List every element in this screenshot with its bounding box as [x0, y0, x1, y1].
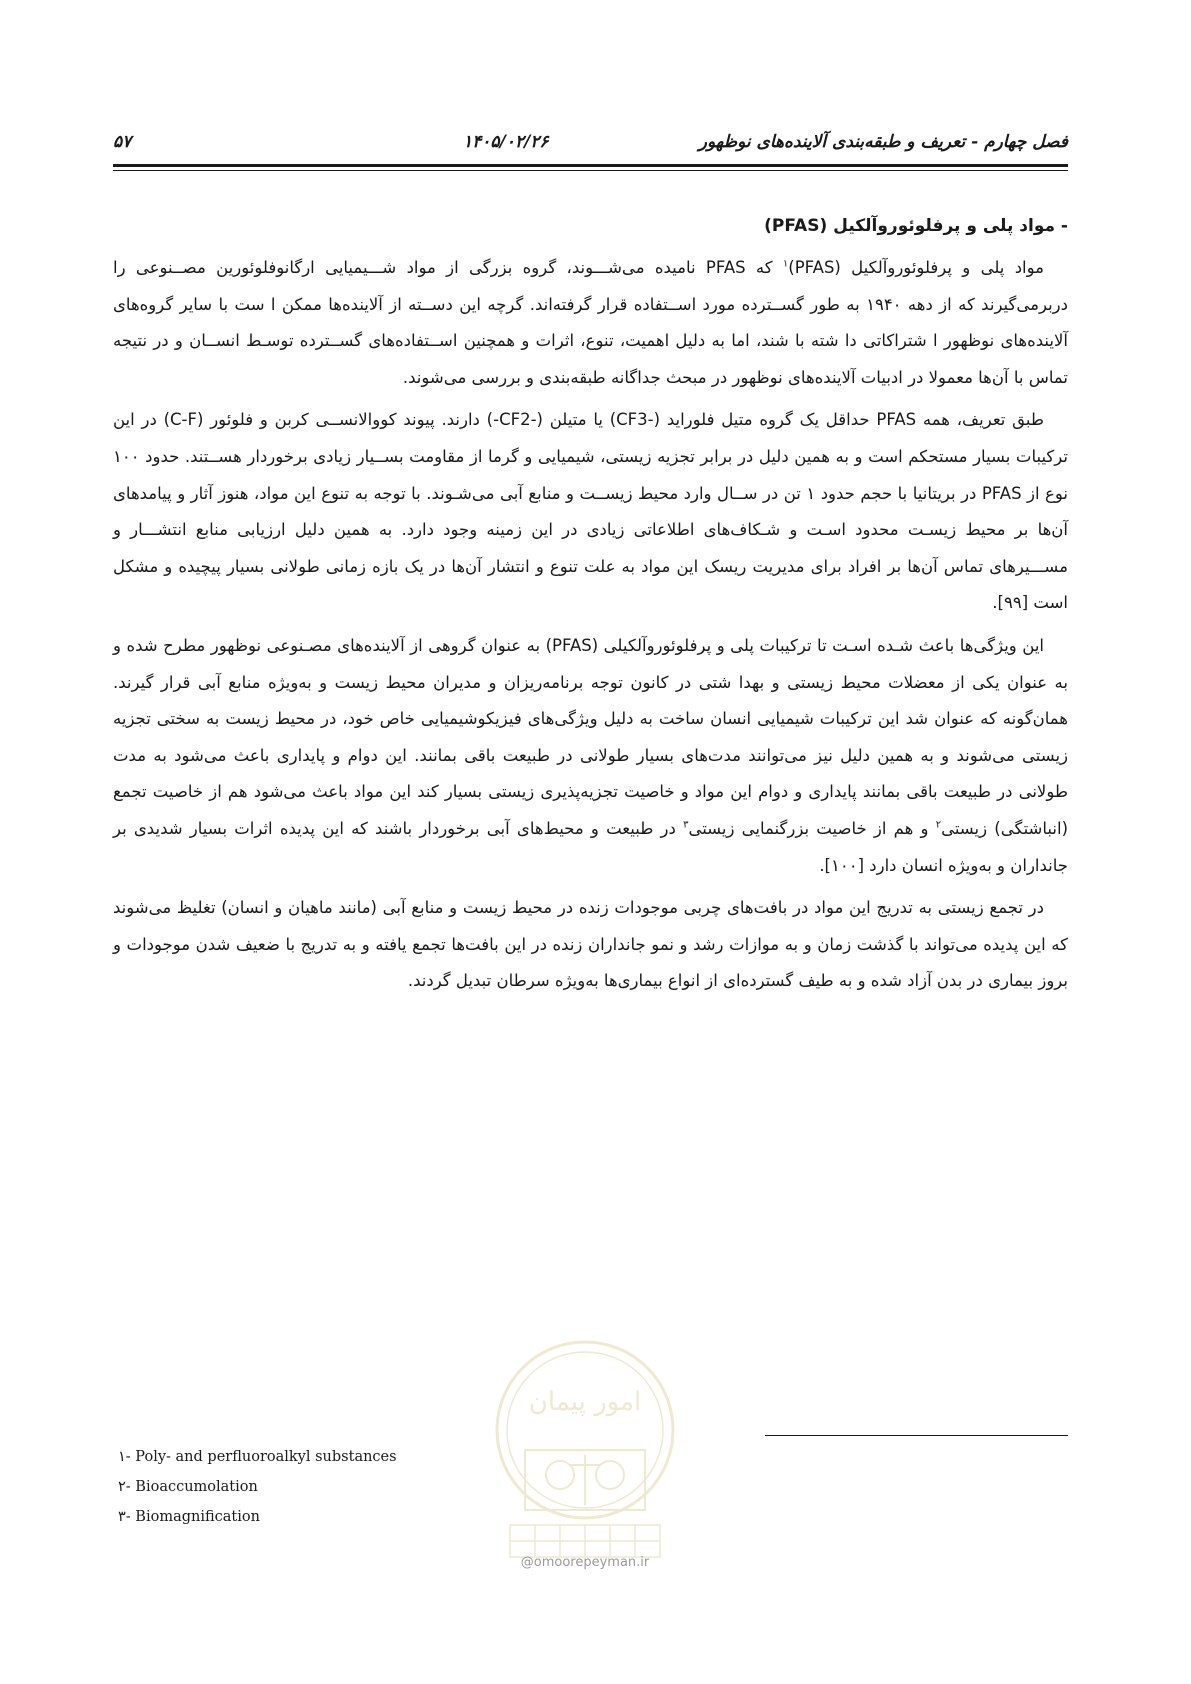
header-rule-thin — [113, 170, 1068, 171]
section-heading: - مواد پلی و پرفلوئوروآلکیل (PFAS) — [764, 216, 1068, 236]
footnote-ref-3: ۳ — [683, 819, 689, 831]
footnote-ref-2: ۲ — [935, 819, 942, 831]
paragraph-1-text-b: که PFAS نامیده می‌شـــوند، گروه بزرگی از مواد شـــیمیایی ارگانوفلوئورین مصــنوعی را دربرمی‌گیرند که از دهه ۱۹۴۰ به طور گســترده مورد اســتفاده قرار گرفته‌اند. گرچه این دســته از آلاینده‌ها ممکن ا ست با سایر گروه‌های آلاینده‌های نوظهور ا شتراکاتی دا شته با شند، اما به دلیل اهمیت، تنوع، اثرات و همچنین اســتفاده‌های گســترده توسـط انســان و در نتیجه تماس با آن‌ها معمولا در ادبیات آلاینده‌های نوظهور در مبحث جداگانه طبقه‌بندی و بررسی می‌شوند. — [113, 258, 1068, 387]
watermark-logo-text: امور پیمان — [528, 1387, 642, 1417]
footnote-1: ۱- Poly- and perfluoroalkyl substances — [118, 1449, 397, 1465]
paragraph-1 — [113, 250, 1068, 396]
paragraph-1-text-a: مواد پلی و پرفلوئوروآلکیل (PFAS) — [788, 258, 1044, 277]
paragraph-4: در تجمع زیستی به تدریج این مواد در بافت‌های چربی موجودات زنده در محیط زیست و منابع آبی (مانند ماهیان و انسان) تغلیظ می‌شوند که این پدیده می‌تواند با گذشت زمان و به موازات رشد و نمو جانداران زنده در این بافت‌ها تجمع یافته و به تدریج با ضعیف شدن موجودات و بروز بیماری در بدن آزاد شده و به طیف گسترده‌ای از انواع بیماری‌ها به‌ویژه سرطان تبدیل گردند. — [113, 898, 1068, 991]
chapter-title: فصل چهارم - تعریف و طبقه‌بندی آلاینده‌های نوظهور — [698, 132, 1068, 152]
running-header — [113, 128, 1068, 160]
paragraph-3-text-a: این ویژگی‌ها باعث شـده اسـت تا ترکیبات پلی و پرفلوئوروآلکیلی (PFAS) به عنوان گروهی از آلاینده‌های مصـنوعی نوظهور مطرح شده و به عنوان یکی از معضلات محیط زیستی و بهدا شتی در کانون توجه برنامه‌ریزان و مدیران محیط زیست و به‌ویژه منابع آبی قرار گیرند. همان‌گونه که عنوان شد این ترکیبات شیمیایی انسان ساخت به دلیل ویژگی‌های فیزیکوشیمیایی خاص خود، در محیط زیست به سختی تجزیه زیستی می‌شوند و به همین دلیل نیز می‌توانند مدت‌های بسیار طولانی در طبیعت باقی بمانند. این دوام و پایداری باعث می‌شود به مدت طولانی در طبیعت باقی بمانند پایداری و دوام این مواد و خاصیت تجزیه‌پذیری زیستی بسیار کند این مواد باعث می‌شود هم از خاصیت تجمع (انباشتگی) زیستی — [113, 635, 1069, 838]
footnotes — [118, 1442, 568, 1532]
footnote-2: ۲- Bioaccumolation — [118, 1479, 258, 1495]
footnote-ref-1: ۱ — [782, 258, 789, 270]
watermark-url: @omoorepeyman.ir — [520, 1555, 650, 1570]
paragraph-2: طبق تعریف، همه PFAS حداقل یک گروه متیل فلوراید (-CF3) یا متیلن (-CF2-) دارند. پیوند کووالانســی کربن و فلوئور (C-F) در این ترکیبات بسیار مستحکم است و به همین دلیل در برابر تجزیه زیستی، شیمیایی و گرما از مقاومت بســیار زیادی برخوردار هســتند. حدود ۱۰۰ نوع از PFAS در بریتانیا با حجم حدود ۱ تن در ســال وارد محیط زیســت و منابع آبی می‌شـوند. با توجه به تنوع این مواد، هنوز آثار و پیامدهای آن‌ها بر محیط زیسـت محدود اسـت و شـکاف‌های اطلاعاتی زیادی در این زمینه وجود دارد. به همین دلیل ارزیابی منابع انتشـــار و مســـیرهای تماس آن‌ها بر افراد برای مدیریت ریسک این مواد به علت تنوع و انتشار آن‌ها در یک بازه زمانی طولانی بسیار پیچیده و مشکل است [۹۹]. — [113, 410, 1068, 613]
main-text — [113, 210, 1068, 1008]
paragraph-3-text-c: در طبیعت و محیط‌های آبی برخوردار باشند که این پدیده اثرات بسیار شدیدی بر جانداران و به‌ویژه انسان دارد [۱۰۰]. — [113, 818, 1068, 875]
footnote-3: ۳- Biomagnification — [118, 1509, 260, 1525]
paragraph-3 — [113, 628, 1068, 884]
header-rule-thick — [113, 164, 1068, 167]
header-date: ۱۴۰۵/۰۲/۲۶ — [463, 132, 549, 152]
page-number: ۵۷ — [113, 132, 132, 152]
paragraph-3-text-b: و هم از خاصیت بزرگنمایی زیستی — [688, 818, 936, 838]
footnote-separator — [765, 1435, 1068, 1436]
